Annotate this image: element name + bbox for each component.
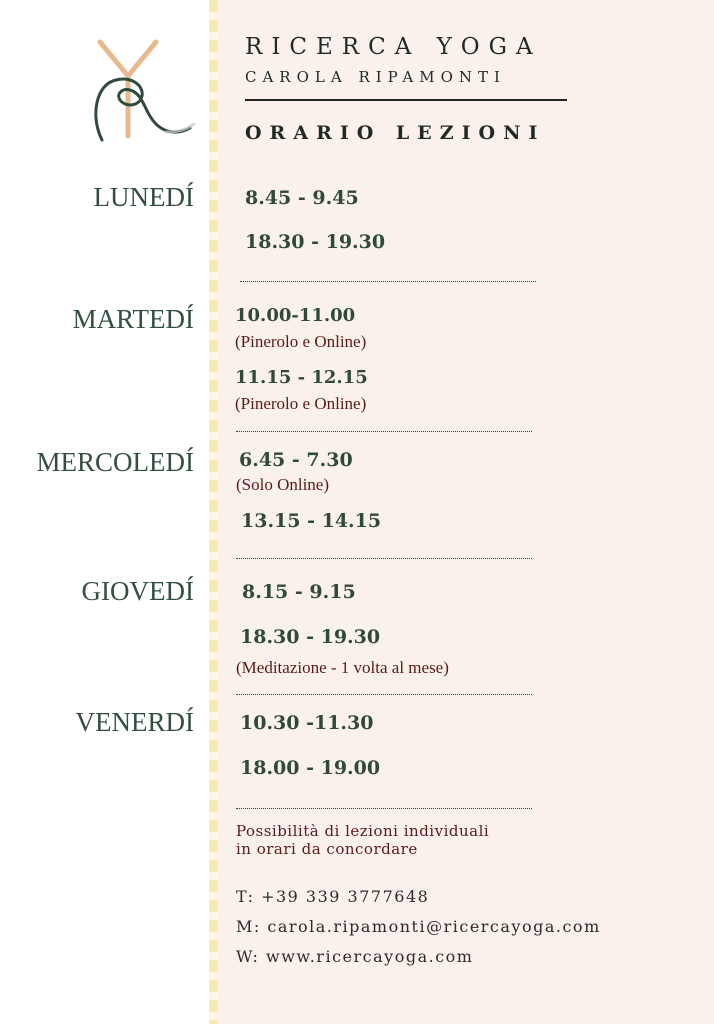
slot-note: (Meditazione - 1 volta al mese) <box>236 658 449 677</box>
day-label-tuesday: MARTEDÍ <box>72 304 194 334</box>
individual-lessons-note <box>236 822 489 858</box>
slot-note: (Solo Online) <box>236 475 330 494</box>
page-subtitle: CAROLA RIPAMONTI <box>245 68 506 86</box>
day-label-thursday: GIOVEDÍ <box>81 576 194 606</box>
contact-phone: T: +39 339 3777648 <box>236 887 430 906</box>
individual-line-1: Possibilità di lezioni individuali <box>236 822 490 840</box>
slot-note: (Pinerolo e Online) <box>235 394 367 413</box>
time-slot: 6.45 - 7.30 <box>239 449 353 471</box>
dotted-divider <box>236 694 532 695</box>
time-slot: 8.15 - 9.15 <box>242 581 356 603</box>
page-title: RICERCA YOGA <box>245 34 542 60</box>
title-divider <box>245 99 567 101</box>
slot-note: (Pinerolo e Online) <box>235 332 367 351</box>
time-slot: 18.30 - 19.30 <box>240 626 381 648</box>
day-label-friday: VENERDÍ <box>75 707 194 737</box>
time-slot: 11.15 - 12.15 <box>235 367 368 388</box>
contact-website: W: www.ricercayoga.com <box>236 947 474 966</box>
time-slot: 18.00 - 19.00 <box>240 757 381 779</box>
day-label-monday: LUNEDÍ <box>93 182 194 212</box>
contact-email: M: carola.ripamonti@ricercayoga.com <box>236 917 601 936</box>
decorative-strip <box>209 0 218 1024</box>
yr-monogram-logo-icon <box>86 36 196 146</box>
dotted-divider <box>240 281 536 282</box>
individual-line-2: in orari da concordare <box>236 840 418 858</box>
dotted-divider <box>236 431 532 432</box>
dotted-divider <box>236 808 532 809</box>
day-label-wednesday: MERCOLEDÍ <box>36 447 194 477</box>
time-slot: 10.00-11.00 <box>235 305 356 326</box>
time-slot: 13.15 - 14.15 <box>241 510 382 532</box>
time-slot: 8.45 - 9.45 <box>245 187 359 209</box>
left-panel <box>0 0 210 1024</box>
dotted-divider <box>236 558 532 559</box>
time-slot: 10.30 -11.30 <box>240 712 374 734</box>
time-slot: 18.30 - 19.30 <box>245 231 386 253</box>
section-title: ORARIO LEZIONI <box>245 122 546 144</box>
